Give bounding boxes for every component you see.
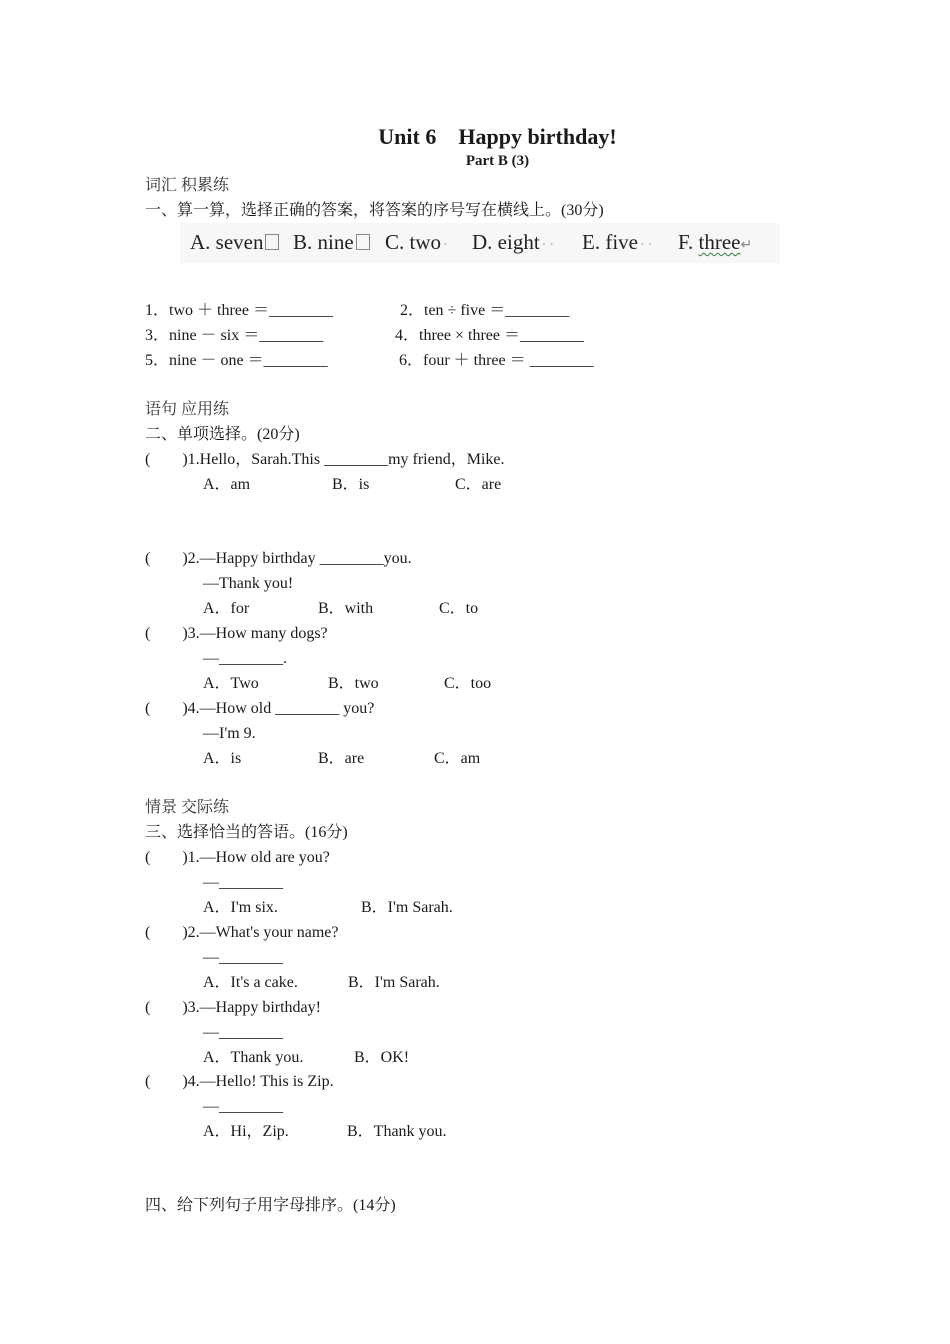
s2-q2-reply: —Thank you!	[203, 575, 294, 592]
s2-q2-stem: ( )2.—Happy birthday ________you.	[145, 550, 412, 567]
option-b: B. nine	[293, 229, 370, 255]
s2-q1-option-c: C．are	[455, 476, 502, 493]
section3-category: 情景 交际练	[145, 799, 230, 816]
s3-q2-option-b: B．I'm Sarah.	[348, 974, 440, 991]
s2-q1-option-a: A．am	[203, 476, 251, 493]
option-a: A. seven	[190, 229, 279, 255]
s2-q1-stem: ( )1.Hello，Sarah.This ________my friend，Mike.	[145, 451, 505, 468]
option-d: D. eight ··	[472, 230, 557, 254]
s3-q3-reply: —________	[203, 1024, 283, 1041]
s2-q4-reply: —I'm 9.	[203, 725, 256, 742]
s2-q4-option-a: A．is	[203, 750, 242, 767]
section3-heading: 三、选择恰当的答语。(16分)	[145, 824, 348, 841]
s2-q3-stem: ( )3.—How many dogs?	[145, 625, 328, 642]
s2-q3-option-a: A．Two	[203, 675, 259, 692]
option-c: C. two ·	[385, 230, 451, 254]
section2-heading: 二、单项选择。(20分)	[145, 426, 300, 443]
s2-q1-option-b: B．is	[332, 476, 370, 493]
s3-q1-option-b: B．I'm Sarah.	[361, 899, 453, 916]
s3-q3-stem: ( )3.—Happy birthday!	[145, 999, 321, 1016]
page-subtitle: Part B (3)	[465, 153, 530, 169]
s3-q2-stem: ( )2.—What's your name?	[145, 924, 339, 941]
s2-q3-reply: —________.	[203, 650, 287, 667]
section2-category: 语句 应用练	[145, 401, 230, 418]
calc-question-5: 5．nine － one ＝________	[145, 352, 328, 369]
calc-question-3: 3．nine － six ＝________	[145, 327, 324, 344]
section4-heading: 四、给下列句子用字母排序。(14分)	[145, 1197, 396, 1214]
s3-q4-reply: —________	[203, 1098, 283, 1115]
calc-question-2: 2．ten ÷ five ＝________	[400, 302, 570, 319]
page-title: Unit 6 Happy birthday!	[378, 124, 617, 149]
s2-q3-option-b: B．two	[328, 675, 379, 692]
s2-q2-option-a: A．for	[203, 600, 250, 617]
option-e: E. five ··	[582, 230, 656, 254]
s2-q4-option-b: B．are	[318, 750, 365, 767]
s2-q4-stem: ( )4.—How old ________ you?	[145, 700, 375, 717]
s3-q1-option-a: A．I'm six.	[203, 899, 278, 916]
s3-q4-stem: ( )4.—Hello! This is Zip.	[145, 1073, 334, 1090]
s3-q4-option-a: A．Hi，Zip.	[203, 1123, 289, 1140]
calc-question-6: 6．four ＋ three ＝ ________	[399, 352, 594, 369]
s3-q2-reply: —________	[203, 949, 283, 966]
s2-q2-option-b: B．with	[318, 600, 374, 617]
section1-heading: 一、算一算，选择正确的答案，将答案的序号写在横线上。(30分)	[145, 202, 604, 219]
s2-q3-option-c: C．too	[444, 675, 492, 692]
section1-category: 词汇 积累练	[145, 177, 230, 194]
s2-q4-option-c: C．am	[434, 750, 481, 767]
calc-question-4: 4．three × three ＝________	[395, 327, 584, 344]
s3-q1-stem: ( )1.—How old are you?	[145, 849, 330, 866]
s3-q4-option-b: B．Thank you.	[347, 1123, 447, 1140]
s3-q3-option-a: A．Thank you.	[203, 1049, 304, 1066]
s2-q2-option-c: C．to	[439, 600, 479, 617]
calc-question-1: 1．two ＋ three ＝________	[145, 302, 333, 319]
s3-q3-option-b: B．OK!	[354, 1049, 410, 1066]
s3-q1-reply: —________	[203, 874, 283, 891]
option-f: F. three↵	[678, 230, 753, 254]
s3-q2-option-a: A．It's a cake.	[203, 974, 298, 991]
